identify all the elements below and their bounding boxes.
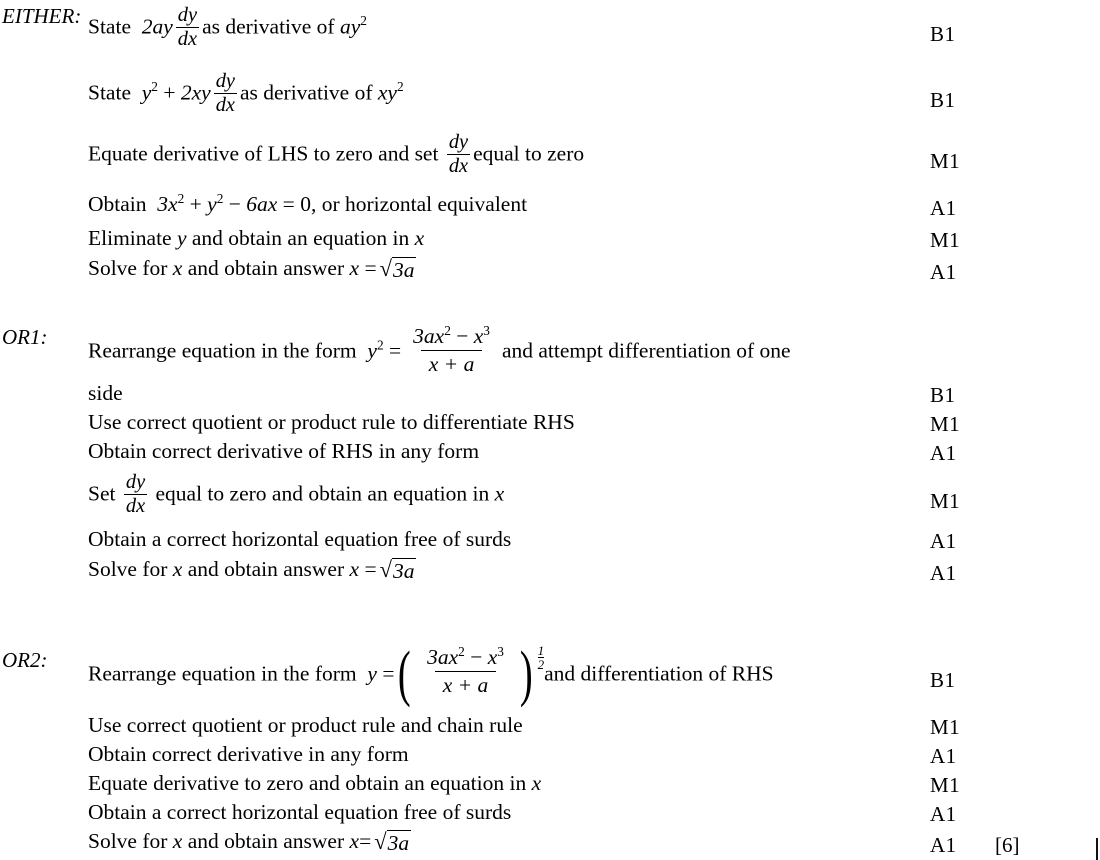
page-edge-artifact xyxy=(1096,838,1098,860)
step-row-or1-2 xyxy=(0,381,1100,406)
section-label-either: EITHER: xyxy=(2,4,82,28)
operator-plus: + xyxy=(163,80,176,105)
fraction-numerator: dy xyxy=(177,4,198,26)
math-3x: 3x xyxy=(157,192,178,216)
step-text-set: Set xyxy=(88,481,116,506)
mark-code: B1 xyxy=(930,383,956,407)
math-y: y xyxy=(141,80,152,105)
total-marks: [6] xyxy=(995,833,1020,857)
exponent-2: 2 xyxy=(360,13,367,29)
step-row-or1-1 xyxy=(0,322,1100,378)
mark-code: A1 xyxy=(930,260,957,284)
mark-code: A1 xyxy=(930,196,957,220)
fraction-denominator: x + a xyxy=(421,350,483,376)
step-text-equate-deriv: Equate derivative to zero and obtain an equation in xyxy=(88,771,527,795)
step-row-or2-1 xyxy=(0,639,1100,708)
step-row-or1-6 xyxy=(0,527,1100,552)
exponent-2: 2 xyxy=(444,322,451,338)
exponent-numerator: 1 xyxy=(537,643,545,658)
step-row-or2-4 xyxy=(0,771,1100,796)
operator-equals: = xyxy=(282,192,295,216)
mark-code: A1 xyxy=(930,833,957,857)
radical-sign: √ xyxy=(379,256,392,282)
step-text-equal-zero: equal to zero xyxy=(473,141,585,166)
operator-equals: = xyxy=(382,661,395,686)
exponent-2: 2 xyxy=(458,643,465,659)
math-y: y xyxy=(207,192,217,216)
math-y: y xyxy=(176,226,187,250)
step-text-obtain-answer: and obtain answer xyxy=(187,557,345,581)
math-3ax: 3ax xyxy=(413,324,445,348)
operator-minus: − xyxy=(456,324,469,348)
fraction-denominator: dx xyxy=(215,93,235,116)
fraction-denominator: dx xyxy=(448,154,469,177)
fraction-denominator: dx xyxy=(125,494,146,517)
section-label-or1: OR1: xyxy=(2,325,48,349)
step-row-or2-6 xyxy=(0,829,1100,856)
step-text-obtain-answer: and obtain answer xyxy=(187,829,345,853)
step-row-or1-4 xyxy=(0,439,1100,464)
math-x: x xyxy=(349,256,360,280)
mark-code: M1 xyxy=(930,228,961,252)
step-text-obtain-equation: and obtain an equation in xyxy=(191,226,410,250)
step-text: Obtain a correct horizontal equation free of surds xyxy=(88,527,512,551)
mark-code: A1 xyxy=(930,441,957,465)
fraction-numerator: dy xyxy=(125,471,146,493)
mark-code: M1 xyxy=(930,149,961,173)
fraction-dy-dx xyxy=(447,132,470,177)
fraction-denominator: dx xyxy=(177,27,198,50)
operator-equals: = xyxy=(364,557,377,581)
operator-equals: = xyxy=(364,256,377,280)
exponent-2: 2 xyxy=(396,79,404,95)
mark-code: B1 xyxy=(930,668,956,692)
math-x: x xyxy=(473,324,484,348)
fraction-dy-dx xyxy=(214,71,237,116)
exponent-2: 2 xyxy=(177,190,185,206)
step-text-rearrange: Rearrange equation in the form xyxy=(88,338,357,363)
mark-code: M1 xyxy=(930,489,961,513)
math-xy: xy xyxy=(377,80,397,105)
fraction-numerator: dy xyxy=(448,131,469,153)
mark-code: M1 xyxy=(930,412,961,436)
math-x: x xyxy=(172,256,183,280)
step-row-or1-3 xyxy=(0,410,1100,435)
math-x: x xyxy=(172,557,183,581)
exponent-2: 2 xyxy=(216,190,224,206)
mark-code: B1 xyxy=(930,88,956,112)
step-text-solve: Solve for xyxy=(88,829,168,853)
radicand: 3a xyxy=(392,559,415,584)
operator-equals: = xyxy=(389,338,402,363)
math-ay: ay xyxy=(339,14,361,39)
math-y: y xyxy=(367,661,377,686)
step-text xyxy=(88,322,1100,378)
step-text-solve: Solve for xyxy=(88,557,168,581)
fraction-denominator: x + a xyxy=(435,671,497,697)
step-row-either-2 xyxy=(0,72,1100,117)
math-y: y xyxy=(367,338,377,363)
step-row-or1-5 xyxy=(0,473,1100,518)
mark-code: M1 xyxy=(930,773,961,797)
step-text-solve: Solve for xyxy=(88,256,168,280)
radical-sign: √ xyxy=(379,557,392,583)
surd-root-3a xyxy=(380,558,417,584)
exponent-3: 3 xyxy=(483,322,490,338)
step-text-horizontal-equivalent: , or horizontal equivalent xyxy=(310,192,528,216)
exponent-denominator: 2 xyxy=(537,657,545,672)
exponent-2: 2 xyxy=(151,79,158,95)
surd-root-3a xyxy=(374,830,411,856)
fraction-numerator: dy xyxy=(215,70,235,92)
mark-code: A1 xyxy=(930,561,957,585)
step-row-either-6 xyxy=(0,256,1100,283)
step-row-or2-5 xyxy=(0,800,1100,825)
mark-code: M1 xyxy=(930,715,961,739)
fraction-numerator xyxy=(405,322,498,350)
operator-minus: − xyxy=(228,192,241,216)
step-text-state: State xyxy=(88,80,131,105)
math-x: x xyxy=(487,645,498,669)
surd-root-3a xyxy=(380,257,417,283)
step-text-rearrange: Rearrange equation in the form xyxy=(88,661,357,686)
math-x: x xyxy=(494,481,505,506)
mark-code: B1 xyxy=(930,22,956,46)
paren-close: ) xyxy=(519,639,533,708)
radicand: 3a xyxy=(392,258,415,283)
step-text-equal-zero-eq: equal to zero and obtain an equation in xyxy=(155,481,490,506)
math-2ay: 2ay xyxy=(141,14,173,39)
operator-minus: − xyxy=(470,645,483,669)
step-text-as-derivative: as derivative of xyxy=(202,14,335,39)
fraction-numerator xyxy=(419,643,512,671)
step-row-or1-7 xyxy=(0,557,1100,584)
section-label-or2: OR2: xyxy=(2,648,48,672)
fraction-dy-dx xyxy=(176,5,199,50)
mark-code: A1 xyxy=(930,529,957,553)
exponent-3: 3 xyxy=(497,643,504,659)
math-x: x xyxy=(414,226,425,250)
step-text-attempt-diff: and attempt differentiation of one xyxy=(501,338,791,363)
step-text-state: State xyxy=(88,14,131,39)
step-text: Obtain a correct horizontal equation free of surds xyxy=(88,800,512,824)
mark-code: A1 xyxy=(930,744,957,768)
math-6ax: 6ax xyxy=(246,192,278,216)
step-row-either-3 xyxy=(0,133,1100,178)
step-row-either-1 xyxy=(0,6,1100,51)
step-text-as-derivative: as derivative of xyxy=(239,80,373,105)
math-x: x xyxy=(531,771,542,795)
operator-plus: + xyxy=(189,192,202,216)
step-row-or2-3 xyxy=(0,742,1100,767)
exponent-2: 2 xyxy=(376,337,384,353)
step-text-obtain: Obtain xyxy=(88,192,147,216)
paren-open: ( xyxy=(398,639,412,708)
parenthesised-expression-or2 xyxy=(394,639,545,708)
fraction-rhs-or1 xyxy=(405,322,498,377)
step-text-obtain-answer: and obtain answer xyxy=(187,256,345,280)
step-text: Use correct quotient or product rule to differentiate RHS xyxy=(88,410,575,434)
step-text-and-diff-rhs: and differentiation of RHS xyxy=(544,661,774,686)
math-x: x xyxy=(349,557,360,581)
math-zero: 0 xyxy=(300,192,311,216)
step-text: Obtain correct derivative of RHS in any form xyxy=(88,439,480,463)
math-2xy: 2xy xyxy=(180,80,211,105)
step-row-either-4 xyxy=(0,190,1100,220)
math-x: x xyxy=(172,829,183,853)
fraction-rhs-or2 xyxy=(419,643,512,698)
radical-sign: √ xyxy=(374,829,387,855)
radicand: 3a xyxy=(387,831,410,856)
step-text: side xyxy=(88,381,123,405)
math-x: x xyxy=(349,829,360,853)
fraction-dy-dx xyxy=(124,472,147,517)
exponent-one-half xyxy=(538,644,545,671)
step-text: Use correct quotient or product rule and chain rule xyxy=(88,713,523,737)
operator-equals: = xyxy=(359,829,372,853)
step-text-eliminate: Eliminate xyxy=(88,226,172,250)
step-row-either-5 xyxy=(0,226,1100,251)
step-row-or2-2 xyxy=(0,713,1100,738)
math-3ax: 3ax xyxy=(427,645,459,669)
step-text-equate-lhs: Equate derivative of LHS to zero and set xyxy=(88,141,439,166)
step-text: Obtain correct derivative in any form xyxy=(88,742,409,766)
mark-code: A1 xyxy=(930,802,957,826)
